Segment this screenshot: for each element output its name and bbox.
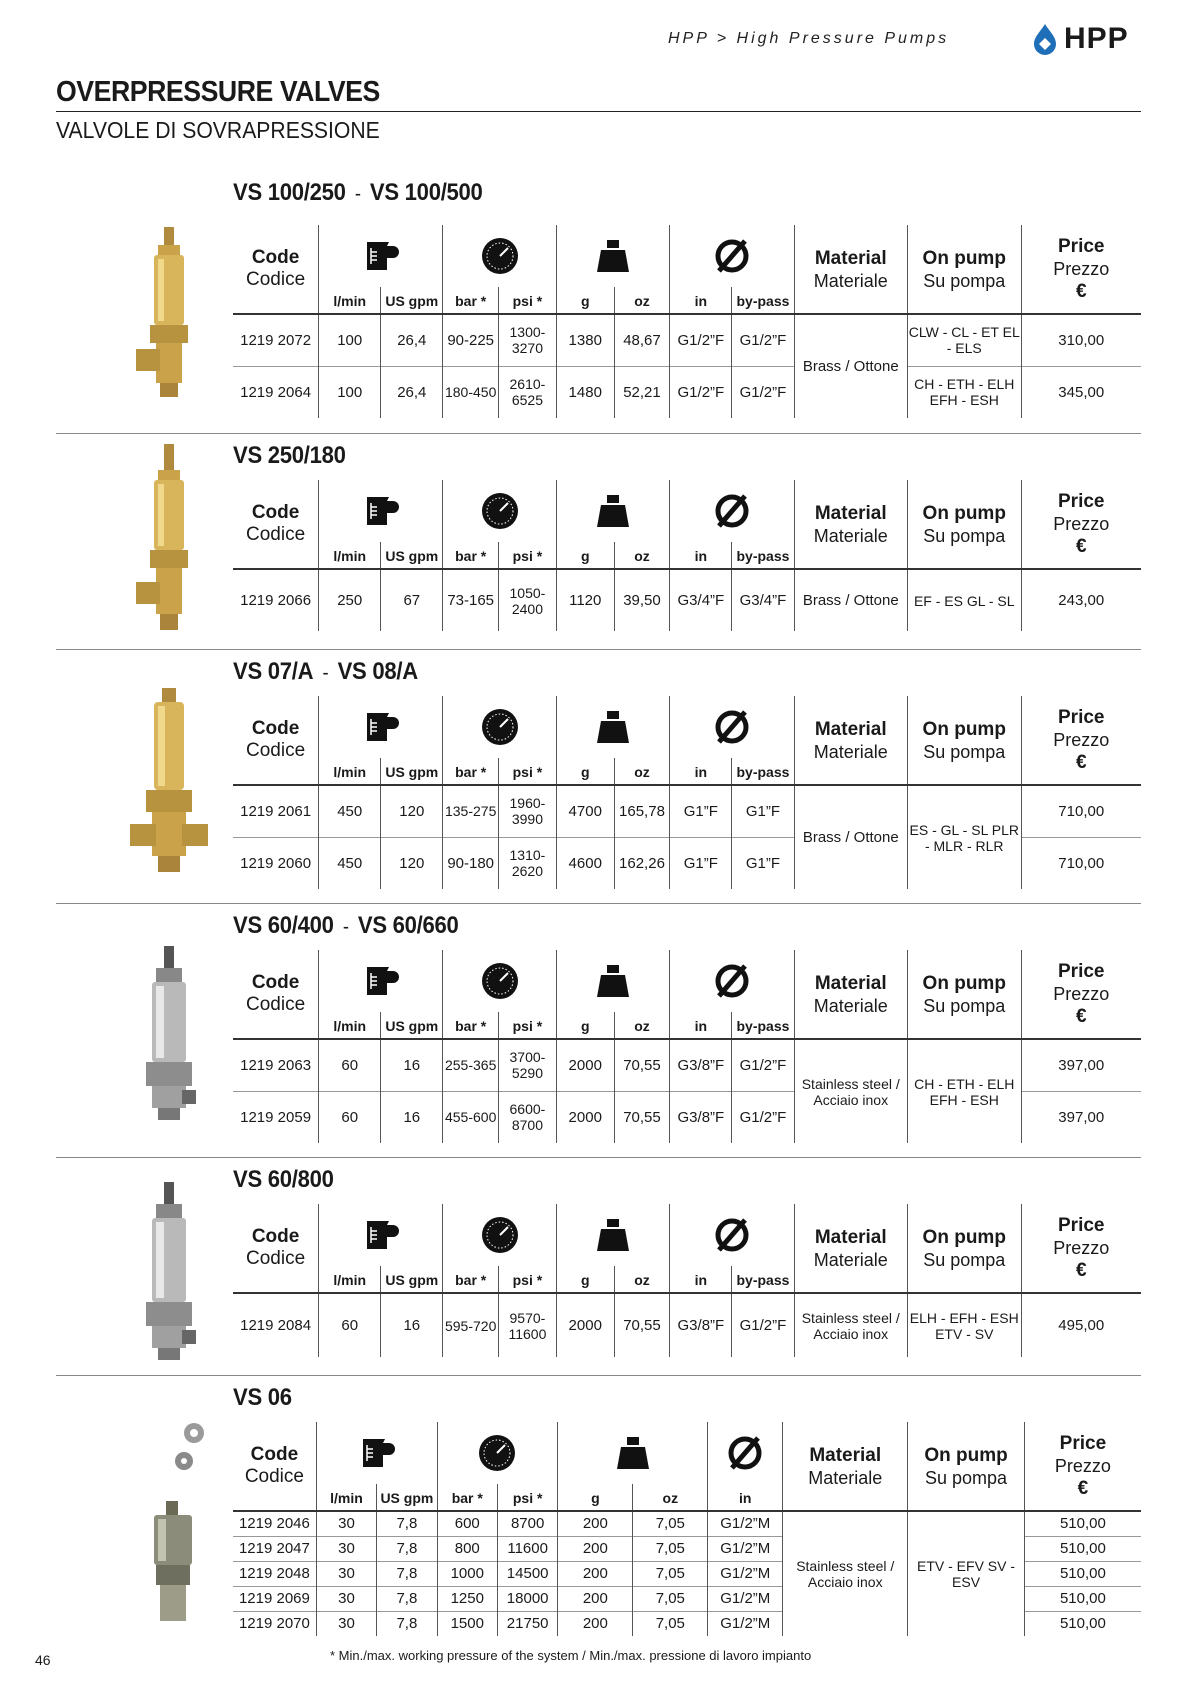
header-code: Code Codice bbox=[233, 1422, 316, 1511]
material-cell: Brass / Ottone bbox=[794, 569, 908, 631]
steel-valve-image bbox=[96, 1180, 246, 1365]
header-onpump: On pump Su pompa bbox=[908, 480, 1022, 569]
brass-valve-image bbox=[96, 442, 246, 637]
col-oz: oz bbox=[633, 1484, 708, 1511]
section-heading: VS 100/250 - VS 100/500 bbox=[233, 179, 483, 206]
pump-cell: ES - GL - SL PLR - MLR - RLR bbox=[908, 785, 1022, 889]
col-in: in bbox=[670, 758, 732, 785]
header-price: Price Prezzo € bbox=[1021, 480, 1141, 569]
col-oz: oz bbox=[614, 542, 670, 569]
pressure-gauge-icon bbox=[443, 1204, 556, 1266]
header-code: Code Codice bbox=[233, 696, 319, 785]
table-row: 1219 2069 30 7,8 1250 18000 200 7,05 G1/2”M 510,00 bbox=[233, 1586, 1141, 1611]
flow-icon bbox=[319, 225, 443, 287]
model-name: VS 60/400 bbox=[233, 912, 334, 939]
model-name: VS 60/660 bbox=[357, 912, 459, 939]
col-bar: bar * bbox=[437, 1484, 497, 1511]
header-onpump: On pump Su pompa bbox=[908, 1204, 1022, 1293]
section-heading bbox=[233, 1384, 292, 1412]
header-price: Price Prezzo € bbox=[1021, 1204, 1141, 1293]
steel-valve-image bbox=[96, 944, 246, 1124]
header-material: Material Materiale bbox=[794, 1204, 908, 1293]
table-row: 1219 2059 60 16 455-600 6600-8700 2000 70,55 G3/8”F G1/2”F 397,00 bbox=[233, 1091, 1141, 1143]
header-onpump: On pump Su pompa bbox=[908, 225, 1022, 314]
col-psi: psi * bbox=[499, 542, 557, 569]
col-in: in bbox=[670, 1266, 732, 1293]
spec-table bbox=[233, 225, 1141, 418]
material-cell: Stainless steel / Acciaio inox bbox=[783, 1511, 908, 1636]
product-section-vs60800 bbox=[56, 1157, 1141, 1376]
title-divider bbox=[56, 111, 1141, 112]
header-material: Material Materiale bbox=[794, 696, 908, 785]
diameter-icon bbox=[670, 950, 794, 1012]
pressure-gauge-icon bbox=[443, 950, 556, 1012]
breadcrumb: HPP > High Pressure Pumps bbox=[668, 30, 950, 47]
col-oz: oz bbox=[614, 1266, 670, 1293]
spec-table bbox=[233, 696, 1141, 889]
pressure-gauge-icon bbox=[437, 1422, 558, 1484]
spec-table bbox=[233, 480, 1141, 631]
col-g: g bbox=[556, 758, 614, 785]
product-section-vs07 bbox=[56, 649, 1141, 904]
footnote: * Min./max. working pressure of the system / Min./max. pressione di lavoro impianto bbox=[330, 1648, 812, 1663]
col-g: g bbox=[558, 1484, 633, 1511]
diameter-icon bbox=[670, 696, 794, 758]
diameter-icon bbox=[670, 225, 794, 287]
col-psi: psi * bbox=[499, 758, 557, 785]
spec-table bbox=[233, 1422, 1141, 1636]
header-material: Material Materiale bbox=[783, 1422, 908, 1511]
col-bar: bar * bbox=[443, 1266, 499, 1293]
header-material: Material Materiale bbox=[794, 225, 908, 314]
col-lmin: l/min bbox=[319, 287, 381, 314]
header-code: Code Codice bbox=[233, 480, 319, 569]
header-code: Code Codice bbox=[233, 950, 319, 1039]
page-subtitle: VALVOLE DI SOVRAPRESSIONE bbox=[56, 117, 380, 143]
page-title: OVERPRESSURE VALVES bbox=[56, 76, 380, 108]
table-row: 1219 2048 30 7,8 1000 14500 200 7,05 G1/2”M 510,00 bbox=[233, 1561, 1141, 1586]
flow-icon bbox=[319, 696, 443, 758]
col-bypass: by-pass bbox=[732, 542, 794, 569]
weight-icon bbox=[556, 696, 669, 758]
col-bypass: by-pass bbox=[732, 1266, 794, 1293]
col-bypass: by-pass bbox=[732, 1012, 794, 1039]
spec-table bbox=[233, 1204, 1141, 1357]
flow-icon bbox=[319, 480, 443, 542]
diameter-icon bbox=[670, 1204, 794, 1266]
pressure-gauge-icon bbox=[443, 696, 556, 758]
col-psi: psi * bbox=[499, 287, 557, 314]
header-onpump: On pump Su pompa bbox=[908, 1422, 1025, 1511]
table-row: 1219 2061 450 120 135-275 1960-3990 4700 165,78 G1”F G1”F Brass / Ottone ES - GL - SL PLR - MLR - RLR 710,00 bbox=[233, 785, 1141, 837]
brand-name: HPP bbox=[1064, 22, 1129, 55]
col-oz: oz bbox=[614, 1012, 670, 1039]
material-cell: Stainless steel / Acciaio inox bbox=[794, 1039, 908, 1143]
weight-icon bbox=[556, 950, 669, 1012]
section-heading: VS 07/A - VS 08/A bbox=[233, 658, 418, 685]
page-number: 46 bbox=[35, 1652, 51, 1668]
spec-table bbox=[233, 950, 1141, 1143]
col-lmin: l/min bbox=[319, 542, 381, 569]
product-section-vs60 bbox=[56, 903, 1141, 1158]
product-section-vs06 bbox=[56, 1375, 1141, 1636]
diameter-icon bbox=[670, 480, 794, 542]
col-bar: bar * bbox=[443, 542, 499, 569]
flow-icon bbox=[316, 1422, 437, 1484]
col-in: in bbox=[670, 1012, 732, 1039]
header-code: Code Codice bbox=[233, 1204, 319, 1293]
header-material: Material Materiale bbox=[794, 950, 908, 1039]
col-g: g bbox=[556, 1266, 614, 1293]
col-bypass: by-pass bbox=[732, 758, 794, 785]
table-row: 1219 2072 100 26,4 90-225 1300-3270 1380 48,67 G1/2”F G1/2”F Brass / Ottone CLW - CL - ET EL - ELS 310,00 bbox=[233, 314, 1141, 366]
pressure-gauge-icon bbox=[443, 480, 556, 542]
col-bar: bar * bbox=[443, 287, 499, 314]
table-row: 1219 2084 60 16 595-720 9570-11600 2000 70,55 G3/8”F G1/2”F Stainless steel / Acciaio inox ELH - EFH - ESH ETV - SV 495,00 bbox=[233, 1293, 1141, 1357]
brass-valve-image bbox=[96, 225, 246, 405]
model-name: VS 06 bbox=[233, 1384, 292, 1411]
col-lmin: l/min bbox=[319, 1012, 381, 1039]
col-lmin: l/min bbox=[319, 1266, 381, 1293]
header-price: Price Prezzo € bbox=[1021, 225, 1141, 314]
col-usgpm: US gpm bbox=[377, 1484, 437, 1511]
col-g: g bbox=[556, 287, 614, 314]
col-bar: bar * bbox=[443, 1012, 499, 1039]
col-lmin: l/min bbox=[316, 1484, 376, 1511]
model-name: VS 08/A bbox=[337, 658, 418, 685]
weight-icon bbox=[556, 480, 669, 542]
col-psi: psi * bbox=[499, 1266, 557, 1293]
table-row: 1219 2064 100 26,4 180-450 2610-6525 1480 52,21 G1/2”F G1/2”F CH - ETH - ELH EFH - ESH 345,00 bbox=[233, 366, 1141, 418]
section-heading bbox=[233, 1166, 334, 1194]
model-name: VS 07/A bbox=[233, 658, 314, 685]
header-onpump: On pump Su pompa bbox=[908, 696, 1022, 785]
model-name: VS 250/180 bbox=[233, 442, 346, 469]
col-in: in bbox=[670, 287, 732, 314]
col-usgpm: US gpm bbox=[381, 542, 443, 569]
col-psi: psi * bbox=[499, 1012, 557, 1039]
col-oz: oz bbox=[614, 287, 670, 314]
material-cell: Stainless steel / Acciaio inox bbox=[794, 1293, 908, 1357]
table-row: 1219 2046 30 7,8 600 8700 200 7,05 G1/2”M Stainless steel / Acciaio inox ETV - EFV SV - ESV 510,00 bbox=[233, 1511, 1141, 1536]
water-drop-logo-icon bbox=[1030, 22, 1060, 56]
col-in: in bbox=[708, 1484, 783, 1511]
weight-icon bbox=[556, 225, 669, 287]
product-section-vs250 bbox=[56, 433, 1141, 650]
header-onpump: On pump Su pompa bbox=[908, 950, 1022, 1039]
header-code: Code Codice bbox=[233, 225, 319, 314]
table-row: 1219 2060 450 120 90-180 1310-2620 4600 162,26 G1”F G1”F 710,00 bbox=[233, 837, 1141, 889]
model-name: VS 100/500 bbox=[369, 179, 483, 206]
header-price: Price Prezzo € bbox=[1024, 1422, 1141, 1511]
col-bar: bar * bbox=[443, 758, 499, 785]
col-psi: psi * bbox=[497, 1484, 557, 1511]
model-name: VS 60/800 bbox=[233, 1166, 334, 1193]
weight-icon bbox=[556, 1204, 669, 1266]
flow-icon bbox=[319, 1204, 443, 1266]
col-usgpm: US gpm bbox=[381, 758, 443, 785]
diameter-icon bbox=[708, 1422, 783, 1484]
header-price: Price Prezzo € bbox=[1021, 696, 1141, 785]
material-cell: Brass / Ottone bbox=[794, 785, 908, 889]
col-g: g bbox=[556, 1012, 614, 1039]
section-heading bbox=[233, 442, 346, 470]
pump-cell: ETV - EFV SV - ESV bbox=[908, 1511, 1025, 1636]
flow-icon bbox=[319, 950, 443, 1012]
brand-logo bbox=[1030, 22, 1129, 56]
col-lmin: l/min bbox=[319, 758, 381, 785]
col-usgpm: US gpm bbox=[381, 287, 443, 314]
col-oz: oz bbox=[614, 758, 670, 785]
steel-valve-image bbox=[96, 1421, 246, 1626]
col-in: in bbox=[670, 542, 732, 569]
model-name: VS 100/250 bbox=[233, 179, 346, 206]
col-usgpm: US gpm bbox=[381, 1266, 443, 1293]
table-row: 1219 2066 250 67 73-165 1050-2400 1120 39,50 G3/4”F G3/4”F Brass / Ottone EF - ES GL - SL 243,00 bbox=[233, 569, 1141, 631]
header-price: Price Prezzo € bbox=[1021, 950, 1141, 1039]
header-material: Material Materiale bbox=[794, 480, 908, 569]
table-row: 1219 2070 30 7,8 1500 21750 200 7,05 G1/2”M 510,00 bbox=[233, 1611, 1141, 1636]
col-g: g bbox=[556, 542, 614, 569]
col-bypass: by-pass bbox=[732, 287, 794, 314]
col-usgpm: US gpm bbox=[381, 1012, 443, 1039]
product-section-vs100 bbox=[56, 179, 1141, 433]
table-row: 1219 2047 30 7,8 800 11600 200 7,05 G1/2”M 510,00 bbox=[233, 1536, 1141, 1561]
table-row: 1219 2063 60 16 255-365 3700-5290 2000 70,55 G3/8”F G1/2”F Stainless steel / Acciaio inox CH - ETH - ELH EFH - ESH 397,00 bbox=[233, 1039, 1141, 1091]
brass-valve-image bbox=[96, 686, 246, 876]
weight-icon bbox=[558, 1422, 708, 1484]
section-heading: VS 60/400 - VS 60/660 bbox=[233, 912, 459, 939]
material-cell: Brass / Ottone bbox=[794, 314, 908, 418]
pump-cell: CH - ETH - ELH EFH - ESH bbox=[908, 1039, 1022, 1143]
pressure-gauge-icon bbox=[443, 225, 556, 287]
